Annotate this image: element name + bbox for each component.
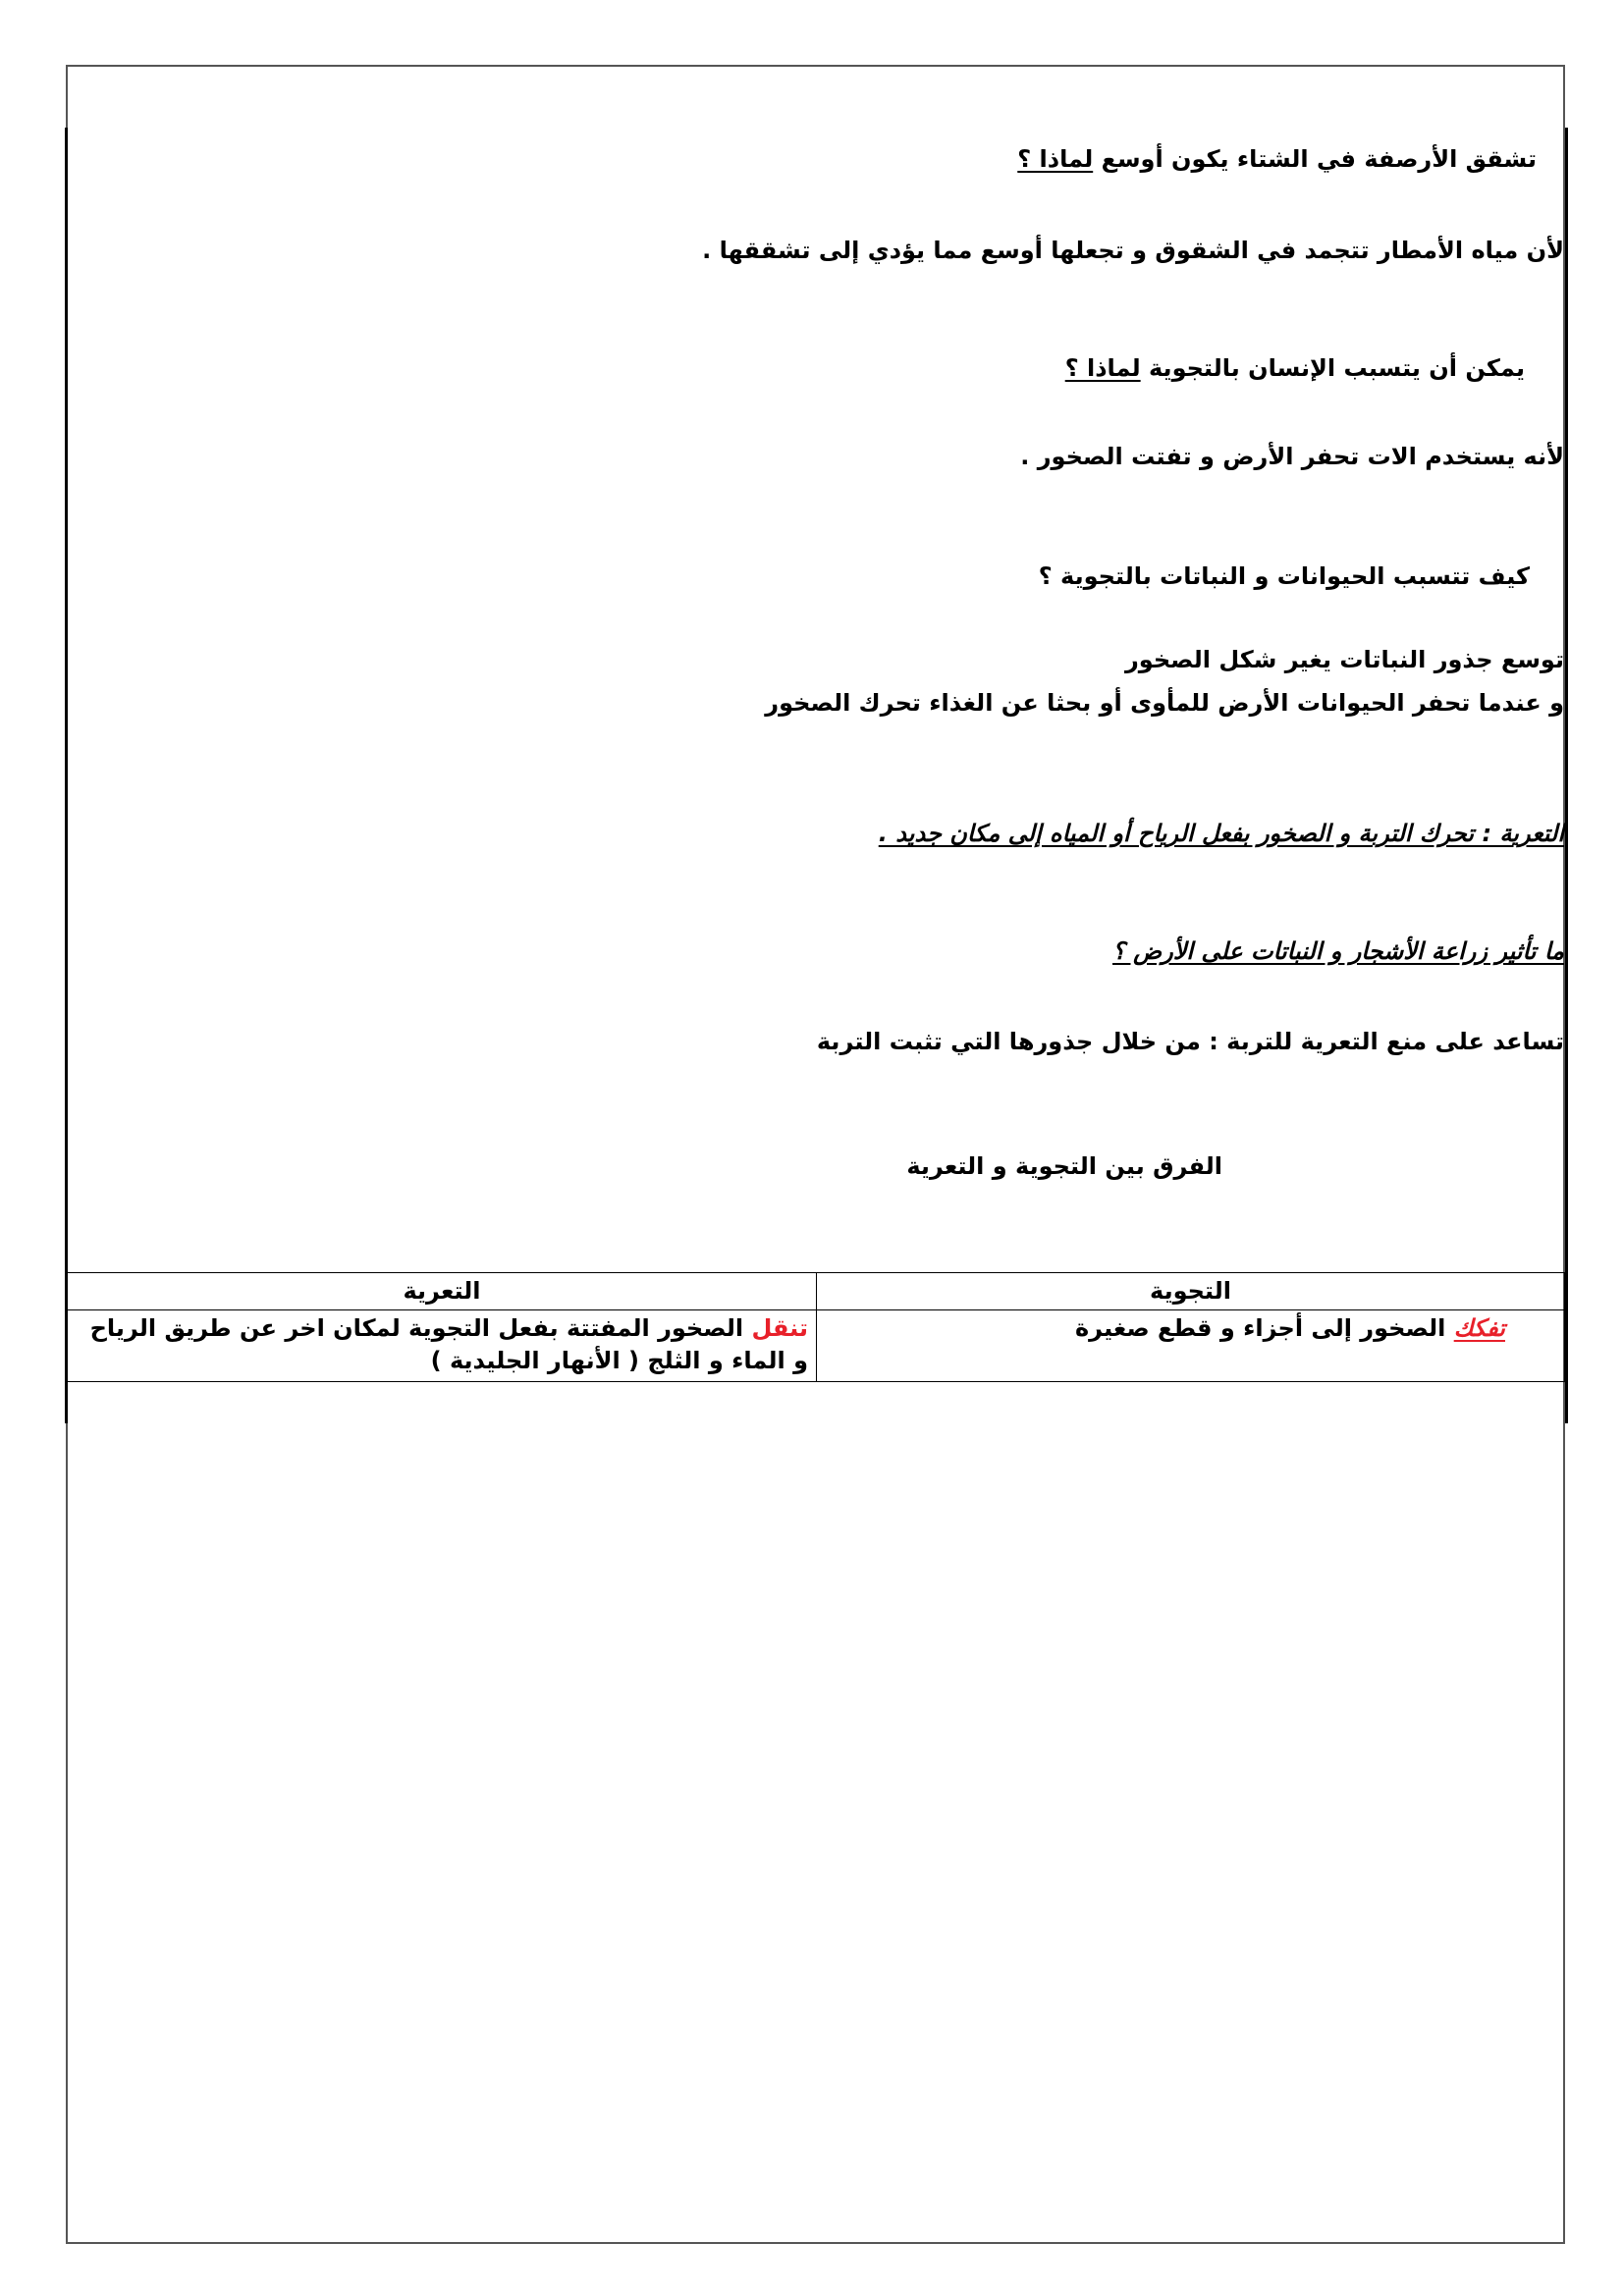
table-title: الفرق بين التجوية و التعرية	[906, 1152, 1222, 1180]
right-margin-rule	[1565, 128, 1568, 1423]
question-why: لماذا ؟	[1017, 145, 1094, 173]
answer-planting-effect: تساعد على منع التعرية للتربة : من خلال جذورها التي تثبت التربة	[816, 1028, 1564, 1055]
answer-plants-roots: توسع جذور النباتات يغير شكل الصخور	[1124, 646, 1564, 673]
highlight-word: تفكك	[1453, 1314, 1505, 1342]
erosion-definition: التعرية : تحرك التربة و الصخور بفعل الرياح أو المياه إلى مكان جديد .	[878, 820, 1564, 847]
table-row	[68, 1310, 1565, 1382]
question-why: لماذا ؟	[1064, 354, 1141, 382]
answer-sidewalk-cracks: لأن مياه الأمطار تتجمد في الشقوق و تجعلها أوسع مما يؤدي إلى تشققها .	[702, 237, 1564, 264]
question-text: يمكن أن يتسبب الإنسان بالتجوية	[1149, 354, 1525, 382]
table-header-row	[68, 1273, 1565, 1310]
left-margin-rule	[65, 128, 68, 1423]
page-frame	[66, 65, 1565, 2244]
question-planting-effect: ما تأثير زراعة الأشجار و النباتات على الأرض ؟	[1112, 937, 1564, 965]
header-erosion: التعرية	[68, 1273, 817, 1310]
cell-erosion	[68, 1310, 817, 1382]
answer-animals-digging: و عندما تحفر الحيوانات الأرض للمأوى أو بحثا عن الغذاء تحرك الصخور	[765, 689, 1564, 717]
cell-text: الصخور المفتتة بفعل التجوية لمكان اخر عن طريق الرياح و الماء و الثلج ( الأنهار الجليدية )	[89, 1314, 808, 1374]
highlight-word: تنقل	[751, 1314, 808, 1342]
question-animals-plants: كيف تتسبب الحيوانات و النباتات بالتجوية ؟	[1038, 562, 1530, 590]
answer-human-weathering: لأنه يستخدم الات تحفر الأرض و تفتت الصخور .	[1020, 443, 1564, 470]
question-human-weathering	[1065, 354, 1525, 382]
header-weathering: التجوية	[817, 1273, 1565, 1310]
question-sidewalk-cracks	[1017, 145, 1537, 173]
comparison-table	[67, 1272, 1565, 1382]
question-text: تشقق الأرصفة في الشتاء يكون أوسع	[1101, 145, 1537, 173]
cell-weathering	[817, 1310, 1565, 1382]
cell-text: الصخور إلى أجزاء و قطع صغيرة	[1075, 1314, 1454, 1342]
